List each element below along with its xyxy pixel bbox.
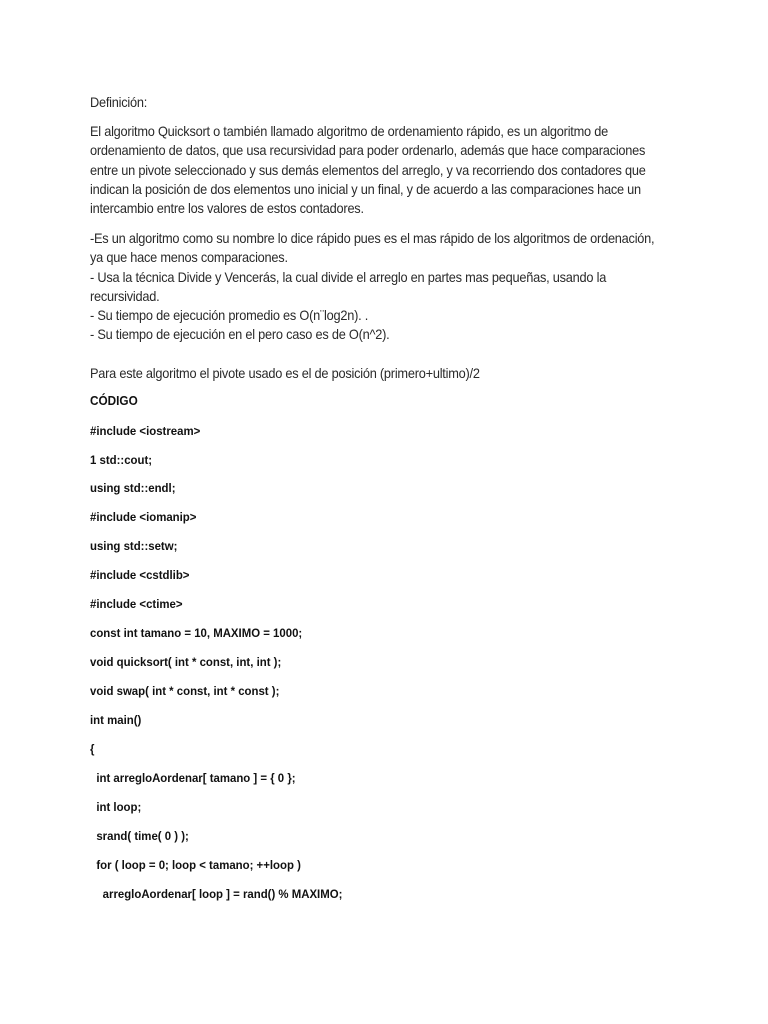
paragraph-line: ordenamiento de datos, que usa recursividad para poder ordenarlo, además que hace comparaciones	[90, 143, 646, 159]
code-line: int arregloAordenar[ tamano ] = { 0 };	[90, 771, 296, 785]
code-title: CÓDIGO	[90, 393, 138, 408]
code-line: const int tamano = 10, MAXIMO = 1000;	[90, 626, 303, 640]
code-line: 1 std::cout;	[90, 453, 153, 467]
code-line: #include <iostream>	[90, 424, 201, 438]
characteristics-list	[90, 229, 654, 345]
bullet-line: - Usa la técnica Divide y Vencerás, la cual divide el arreglo en partes mas pequeñas, usando la	[90, 269, 607, 285]
definition-paragraph	[90, 122, 646, 218]
code-line: void swap( int * const, int * const );	[90, 684, 280, 698]
bullet-line: ya que hace menos comparaciones.	[90, 250, 288, 266]
code-line: arregloAordenar[ loop ] = rand() % MAXIMO;	[90, 887, 343, 901]
code-line: using std::setw;	[90, 539, 178, 553]
code-line: {	[90, 742, 95, 756]
code-line: int loop;	[90, 800, 142, 814]
code-line: using std::endl;	[90, 481, 176, 495]
bullet-line: recursividad.	[90, 288, 160, 304]
code-line: #include <ctime>	[90, 597, 183, 611]
definition-heading: Definición:	[90, 95, 148, 110]
paragraph-line: intercambio entre los valores de estos contadores.	[90, 201, 364, 217]
code-line: void quicksort( int * const, int, int );	[90, 655, 282, 669]
code-line: #include <cstdlib>	[90, 568, 190, 582]
code-line: srand( time( 0 ) );	[90, 829, 189, 843]
paragraph-line: El algoritmo Quicksort o también llamado algoritmo de ordenamiento rápido, es un algoritmo de	[90, 124, 608, 139]
code-line: for ( loop = 0; loop < tamano; ++loop )	[90, 858, 301, 872]
paragraph-line: indican la posición de dos elementos uno inicial y un final, y de acuerdo a las comparaciones hace un	[90, 181, 641, 197]
bullet-line: - Su tiempo de ejecución en el pero caso es de O(n^2).	[90, 327, 390, 343]
bullet-line: -Es un algoritmo como su nombre lo dice rápido pues es el mas rápido de los algoritmos de ordenación,	[90, 231, 655, 246]
code-line: #include <iomanip>	[90, 510, 197, 524]
pivot-note: Para este algoritmo el pivote usado es el de posición (primero+ultimo)/2	[90, 366, 480, 381]
code-line: int main()	[90, 713, 142, 727]
bullet-line: - Su tiempo de ejecución promedio es O(n¨log2n). .	[90, 308, 369, 324]
paragraph-line: entre un pivote seleccionado y sus demás elementos del arreglo, y va recorriendo dos contadores que	[90, 162, 646, 178]
